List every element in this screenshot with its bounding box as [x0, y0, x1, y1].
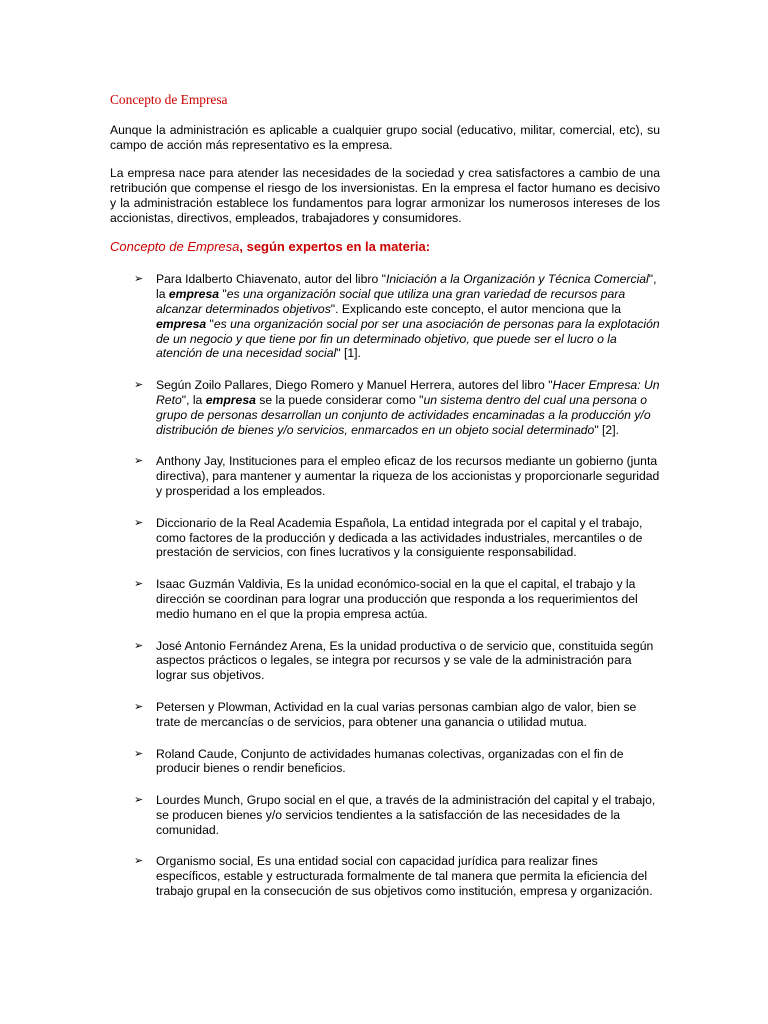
intro-paragraph-2: La empresa nace para atender las necesidades de la sociedad y crea satisfactores a cambio de una retribución que compense el riesgo de los inversionistas. En la empresa el factor humano es decisivo y la administración establece los fundamentos para lograr armonizar los numerosos intereses de los accionistas, directivos, empleados, trabajadores y consumidores.: [110, 166, 660, 225]
arrow-bullet-icon: ➢: [134, 272, 144, 286]
citation: " [1].: [336, 346, 361, 361]
list-item: [110, 516, 660, 560]
arrow-bullet-icon: ➢: [134, 454, 144, 468]
list-item: [110, 639, 660, 683]
item-text: Petersen y Plowman, Actividad en la cual varias personas cambian algo de valor, bien se trate de mercancías o de servicios, para obtener una ganancia o utilidad mutua.: [156, 699, 637, 729]
intro-paragraph-1: Aunque la administración es aplicable a cualquier grupo social (educativo, militar, comercial, etc), su campo de acción más representativo es la empresa.: [110, 122, 660, 152]
list-item: [110, 454, 660, 498]
item-text: ": [219, 287, 227, 302]
list-item: [110, 272, 660, 361]
item-text: Organismo social, Es una entidad social con capacidad jurídica para realizar fines específicos, estable y estructurada formalmente de tal manera que permita la eficiencia del trabajo grupal en la consecución de sus objetivos como institución, empresa y organización.: [156, 854, 653, 899]
list-item: [110, 854, 660, 898]
subtitle-italic: Concepto de Empresa: [110, 238, 240, 254]
item-text: Roland Caude, Conjunto de actividades humanas colectivas, organizadas con el fin de producir bienes o rendir beneficios.: [156, 746, 624, 776]
item-text: José Antonio Fernández Arena, Es la unidad productiva o de servicio que, constituida según aspectos prácticos o legales, se integra por recursos y se vale de la administración para lograr sus objetivos.: [156, 638, 654, 683]
list-item: [110, 793, 660, 837]
item-text: Según Zoilo Pallares, Diego Romero y Manuel Herrera, autores del libro ": [156, 378, 553, 393]
item-text: ". Explicando este concepto, el autor menciona que la: [330, 301, 622, 316]
citation: " [2].: [594, 422, 619, 437]
keyword-empresa: empresa: [205, 392, 256, 407]
list-item: [110, 747, 660, 777]
item-text: Para Idalberto Chiavenato, autor del libro ": [156, 272, 386, 287]
item-text: Lourdes Munch, Grupo social en el que, a través de la administración del capital y el trabajo, se producen bienes y/o servicios tendientes a la satisfacción de las necesidades de la comunidad.: [156, 793, 656, 837]
item-text: ", la: [181, 392, 206, 407]
quote-text: un sistema dentro del cual una persona o grupo de personas desarrollan un conjunto de actividades encaminadas a la producción y/o distribución de bienes y/o servicios, enmarcados en un objeto social determinado: [156, 392, 651, 437]
item-text: se la puede considerar como ": [255, 392, 424, 407]
page-title: Concepto de Empresa: [110, 92, 228, 107]
arrow-bullet-icon: ➢: [134, 746, 144, 760]
arrow-bullet-icon: ➢: [134, 699, 144, 713]
section-subtitle: [110, 240, 660, 255]
item-text: Anthony Jay, Instituciones para el empleo eficaz de los recursos mediante un gobierno (junta directiva), para mantener y aumentar la riqueza de los accionistas y proporcionarle seguridad y prosperidad a los empleados.: [156, 454, 660, 498]
definitions-list: [110, 272, 660, 899]
item-text: Isaac Guzmán Valdivia, Es la unidad económico-social en la que el capital, el trabajo y la dirección se coordinan para lograr una producción que responda a los requerimientos del medio humano en el que la propia empresa actúa.: [156, 577, 638, 621]
quote-text: es una organización social por ser una asociación de personas para la explotación de un negocio y que tiene por fin un determinado objetivo, que puede ser el lucro o la atención de una necesidad social: [156, 316, 660, 361]
item-text: ": [206, 316, 214, 331]
item-text: ", la: [156, 272, 657, 302]
book-title: Iniciación a la Organización y Técnica Comercial: [385, 272, 649, 287]
item-text: Diccionario de la Real Academia Española, La entidad integrada por el capital y el trabajo, como factores de la producción y dedicada a las actividades industriales, mercantiles o de prestación de servicios, con fines lucrativos y la consiguiente responsabilidad.: [156, 515, 643, 560]
list-item: [110, 577, 660, 621]
quote-text: es una organización social que utiliza una gran variedad de recursos para alcanzar determinados objetivos: [156, 287, 626, 316]
book-title: Hacer Empresa: Un Reto: [156, 378, 660, 407]
arrow-bullet-icon: ➢: [134, 854, 144, 868]
subtitle-rest: , según expertos en la materia:: [239, 238, 431, 254]
keyword-empresa: empresa: [156, 316, 207, 331]
arrow-bullet-icon: ➢: [134, 378, 144, 392]
arrow-bullet-icon: ➢: [134, 577, 144, 591]
arrow-bullet-icon: ➢: [134, 515, 144, 529]
arrow-bullet-icon: ➢: [134, 638, 144, 652]
list-item: [110, 378, 660, 437]
arrow-bullet-icon: ➢: [134, 793, 144, 807]
keyword-empresa: empresa: [168, 287, 220, 302]
list-item: [110, 700, 660, 730]
